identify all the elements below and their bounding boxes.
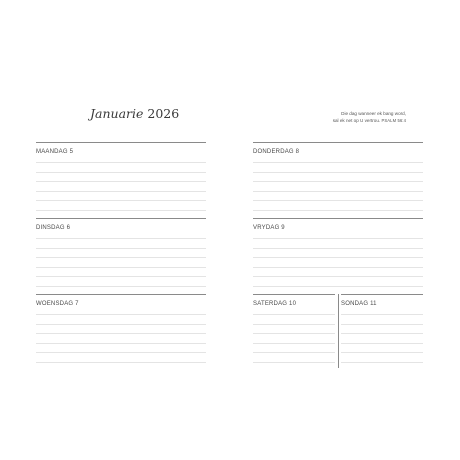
writing-line	[253, 181, 423, 182]
month-name: Januarie	[90, 106, 144, 121]
section-divider	[341, 294, 423, 295]
writing-line	[36, 324, 206, 325]
writing-line	[341, 343, 423, 344]
writing-line	[253, 248, 423, 249]
day-section-friday	[253, 218, 423, 290]
writing-line	[36, 238, 206, 239]
day-label-tuesday: DINSDAG 6	[36, 225, 71, 231]
writing-line	[36, 181, 206, 182]
quote-reference: PSALM 56:4	[381, 118, 406, 123]
page-title	[90, 106, 179, 121]
writing-line	[36, 276, 206, 277]
section-divider	[36, 142, 206, 143]
day-section-sunday	[341, 294, 423, 366]
day-label-friday: VRYDAG 9	[253, 225, 285, 231]
writing-line	[36, 248, 206, 249]
writing-line	[253, 343, 335, 344]
writing-line	[253, 162, 423, 163]
writing-line	[36, 200, 206, 201]
weekend-divider	[338, 294, 339, 368]
section-divider	[36, 218, 206, 219]
writing-line	[253, 324, 335, 325]
writing-line	[253, 352, 335, 353]
section-divider	[253, 142, 423, 143]
writing-line	[36, 191, 206, 192]
day-section-thursday	[253, 142, 423, 214]
quote-line-2: sal ek net op U vertrou.	[332, 118, 381, 123]
section-divider	[36, 294, 206, 295]
day-label-monday: MAANDAG 5	[36, 149, 74, 155]
writing-line	[36, 343, 206, 344]
writing-line	[341, 324, 423, 325]
writing-line	[36, 172, 206, 173]
writing-line	[36, 162, 206, 163]
writing-line	[253, 210, 423, 211]
section-divider	[253, 294, 335, 295]
writing-line	[253, 276, 423, 277]
writing-line	[341, 352, 423, 353]
day-label-saturday: SATERDAG 10	[253, 301, 297, 307]
writing-line	[36, 210, 206, 211]
section-divider	[253, 218, 423, 219]
writing-line	[341, 333, 423, 334]
day-section-wednesday	[36, 294, 206, 366]
writing-line	[36, 314, 206, 315]
writing-line	[253, 267, 423, 268]
writing-line	[253, 191, 423, 192]
writing-line	[341, 362, 423, 363]
writing-line	[36, 257, 206, 258]
writing-line	[36, 333, 206, 334]
day-label-wednesday: WOENSDAG 7	[36, 301, 79, 307]
day-label-sunday: SONDAG 11	[341, 301, 377, 307]
day-section-saturday	[253, 294, 335, 366]
day-section-monday	[36, 142, 206, 214]
writing-line	[36, 362, 206, 363]
writing-line	[253, 333, 335, 334]
writing-line	[341, 314, 423, 315]
writing-line	[36, 352, 206, 353]
day-section-tuesday	[36, 218, 206, 290]
day-label-thursday: DONDERDAG 8	[253, 149, 300, 155]
writing-line	[253, 257, 423, 258]
writing-line	[253, 200, 423, 201]
writing-line	[253, 238, 423, 239]
writing-line	[253, 286, 423, 287]
writing-line	[36, 286, 206, 287]
writing-line	[253, 362, 335, 363]
bible-quote	[240, 110, 406, 124]
quote-line-1: Die dag wanneer ek bang word,	[341, 111, 406, 116]
year: 2026	[147, 106, 180, 121]
writing-line	[36, 267, 206, 268]
writing-line	[253, 314, 335, 315]
writing-line	[253, 172, 423, 173]
